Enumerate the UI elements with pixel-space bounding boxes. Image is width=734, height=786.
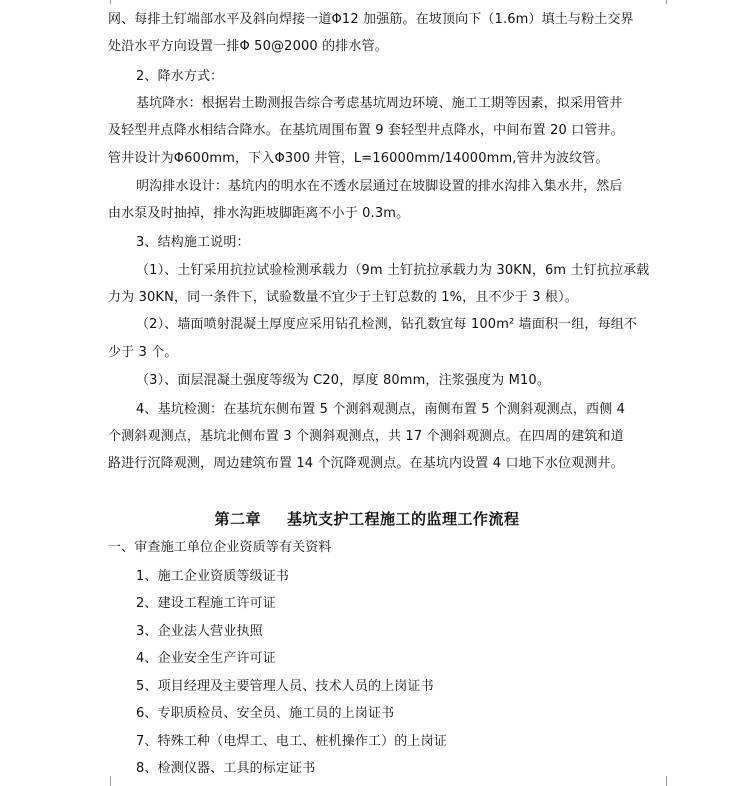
paragraph-line: 网、每排土钉端部水平及斜向焊接一道Φ12 加强筋。在坡顶向下（1.6m）填土与粉土交界 xyxy=(108,12,634,27)
paragraph-line: 由水泵及时抽掉，排水沟距坡脚距离不小于 0.3m。 xyxy=(108,206,410,221)
list-item: 8、检测仪器、工具的标定证书 xyxy=(136,761,316,776)
paragraph-line: 处沿水平方向设置一排Φ 50@2000 的排水管。 xyxy=(108,39,388,54)
paragraph-line: （2）、墙面喷射混凝土厚度应采用钻孔检测，钻孔数宜每 100m² 墙面积一组，每组不 xyxy=(136,317,638,332)
list-item: 5、项目经理及主要管理人员、技术人员的上岗证书 xyxy=(136,679,434,694)
list-item: 6、专职质检员、安全员、施工员的上岗证书 xyxy=(136,706,395,721)
chapter-heading xyxy=(0,508,734,529)
list-item: 3、企业法人营业执照 xyxy=(136,624,263,639)
paragraph-line: 路进行沉降观测，周边建筑布置 14 个沉降观测点。在基坑内设置 4 口地下水位观测井。 xyxy=(108,456,624,471)
paragraph-line: （3）、面层混凝土强度等级为 C20，厚度 80mm，注浆强度为 M10。 xyxy=(136,373,550,388)
section-heading: 一、审查施工单位企业资质等有关资料 xyxy=(108,540,332,555)
paragraph-line: 力为 30KN，同一条件下，试验数量不宜少于土钉总数的 1%，且不少于 3 根）。 xyxy=(108,290,578,305)
paragraph-line: 个测斜观测点，基坑北侧布置 3 个测斜观测点，共 17 个测斜观测点。在四周的建筑和道 xyxy=(108,429,624,444)
list-item: 7、特殊工种（电焊工、电工、桩机操作工）的上岗证 xyxy=(136,734,447,749)
chapter-title: 基坑支护工程施工的监理工作流程 xyxy=(287,510,520,528)
paragraph-line: 基坑降水：根据岩土勘测报告综合考虑基坑周边环境、施工工期等因素，拟采用管井 xyxy=(136,96,623,111)
crop-mark-top-left xyxy=(88,0,111,4)
list-item: 2、建设工程施工许可证 xyxy=(136,596,276,611)
paragraph-line: 管井设计为Φ600mm，下入Φ300 井管，L=16000mm/14000mm,管井为波纹管。 xyxy=(108,151,609,166)
chapter-number: 第二章 xyxy=(214,510,261,528)
paragraph-line: （1）、土钉采用抗拉试验检测承载力（9m 土钉抗拉承载力为 30KN，6m 土钉抗拉承载 xyxy=(136,263,650,278)
list-item: 4、企业安全生产许可证 xyxy=(136,651,276,666)
list-item: 1、施工企业资质等级证书 xyxy=(136,569,290,584)
paragraph-line: 4、基坑检测：在基坑东侧布置 5 个测斜观测点，南侧布置 5 个测斜观测点，西侧 4 xyxy=(136,402,626,417)
crop-mark-top-right xyxy=(666,0,689,4)
subsection-heading: 3、结构施工说明： xyxy=(136,235,250,250)
subsection-heading: 2、降水方式： xyxy=(136,69,224,84)
paragraph-line: 少于 3 个。 xyxy=(108,345,178,360)
paragraph-line: 及轻型井点降水相结合降水。在基坑周围布置 9 套轻型井点降水，中间布置 20 口管井。 xyxy=(108,123,624,138)
crop-mark-bottom-left xyxy=(88,776,111,786)
paragraph-line: 明沟排水设计：基坑内的明水在不透水层通过在坡脚设置的排水沟排入集水井，然后 xyxy=(136,179,623,194)
